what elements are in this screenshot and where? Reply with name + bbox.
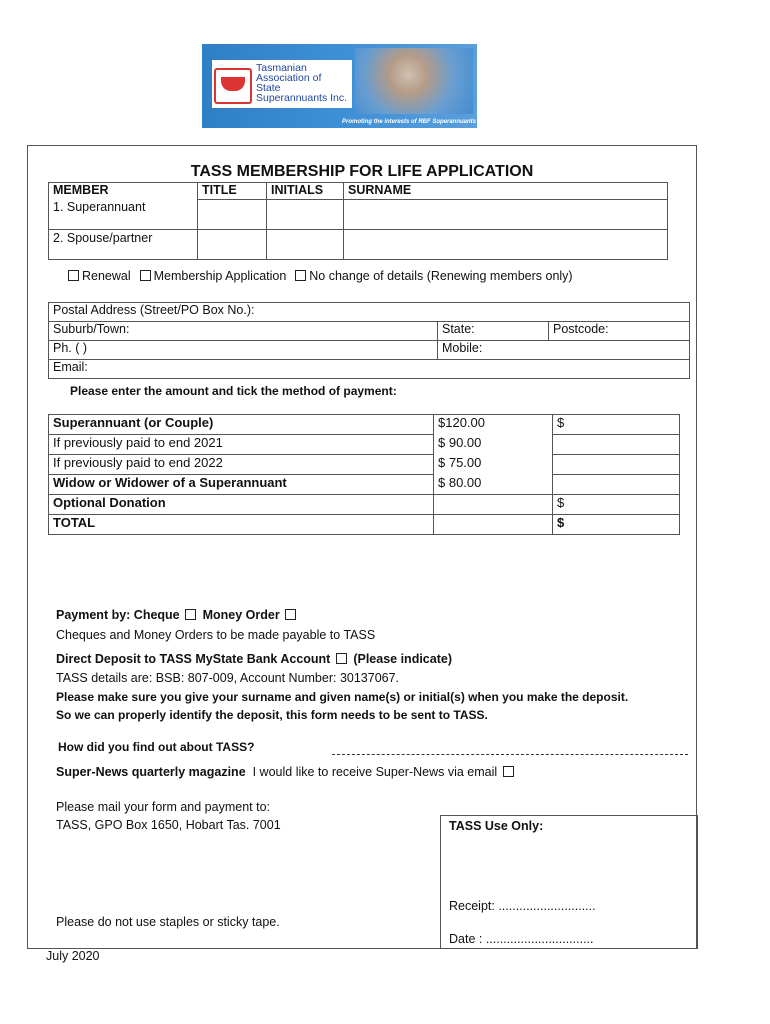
fees-table [48,414,680,535]
mail-instruction: Please mail your form and payment to: [56,800,270,814]
logo-tagline: Promoting the interests of RBF Superannuants [342,119,477,125]
mail-address: TASS, GPO Box 1650, Hobart Tas. 7001 [56,818,281,832]
bank-details: TASS details are: BSB: 807-009, Account Number: 30137067. [56,671,400,685]
payment-instruction: Please enter the amount and tick the method of payment: [70,384,397,398]
membership-application-checkbox[interactable] [140,270,151,281]
fee-label-2021: If previously paid to end 2021 [49,435,434,455]
deposit-note-2: So we can properly identify the deposit, this form needs to be sent to TASS. [56,708,488,722]
phone-field[interactable]: Ph. ( ) [49,341,438,360]
tass-use-only-box [440,815,698,949]
form-title: TASS MEMBERSHIP FOR LIFE APPLICATION [190,163,534,180]
logo-photo [355,48,473,114]
header-member: MEMBER [49,183,198,200]
mobile-field[interactable]: Mobile: [438,341,690,360]
spouse-title-field[interactable] [198,230,267,260]
fee-label-superannuant: Superannuant (or Couple) [49,415,434,435]
fee-amount-donation [434,495,553,515]
fee-amount-2022: $ 75.00 [434,455,553,475]
no-change-checkbox[interactable] [295,270,306,281]
postal-address-field[interactable]: Postal Address (Street/PO Box No.): [49,303,690,322]
tass-use-only-title: TASS Use Only: [449,819,544,833]
application-options [66,269,573,283]
cheque-checkbox[interactable] [185,609,196,620]
fee-amount-2021: $ 90.00 [434,435,553,455]
member-table [48,182,668,260]
header-title: TITLE [198,183,267,200]
direct-deposit-label: Direct Deposit to TASS MyState Bank Account [56,652,331,666]
postcode-field[interactable]: Postcode: [549,322,690,341]
direct-deposit-checkbox[interactable] [336,653,347,664]
supernews-label: Super-News quarterly magazine [56,765,246,779]
payment-by-cheque-label: Payment by: Cheque [56,608,180,622]
fee-label-widow: Widow or Widower of a Superannuant [49,475,434,495]
email-field[interactable]: Email: [49,360,690,379]
state-field[interactable]: State: [438,322,549,341]
payable-note: Cheques and Money Orders to be made payable to TASS [56,628,376,642]
no-change-label: No change of details (Renewing members only) [309,269,573,283]
fee-label-total: TOTAL [49,515,434,535]
please-indicate-label: (Please indicate) [353,652,452,666]
staples-note: Please do not use staples or sticky tape. [56,915,280,929]
fee-amount-superannuant: $120.00 [434,415,553,435]
logo-org-name: Tasmanian Association of State Superannuants Inc. [256,62,348,104]
fee-total-2022[interactable] [553,455,680,475]
renewal-checkbox[interactable] [68,270,79,281]
renewal-label: Renewal [82,269,131,283]
fee-total-total[interactable]: $ [553,515,680,535]
tass-logo-banner [202,44,477,128]
fee-total-superannuant[interactable]: $ [553,415,680,435]
tass-seal-icon [214,68,252,104]
fee-label-2022: If previously paid to end 2022 [49,455,434,475]
spouse-initials-field[interactable] [267,230,344,260]
date-field: Date : ............................... [449,932,594,946]
fee-amount-total [434,515,553,535]
address-table [48,302,690,379]
deposit-note-1: Please make sure you give your surname and given name(s) or initial(s) when you make the deposit. [56,690,629,704]
find-out-label: How did you find out about TASS? [58,740,255,754]
supernews-line [56,765,517,779]
suburb-field[interactable]: Suburb/Town: [49,322,438,341]
fee-amount-widow: $ 80.00 [434,475,553,495]
row-spouse: 2. Spouse/partner [49,230,198,260]
fee-total-donation[interactable]: $ [553,495,680,515]
header-initials: INITIALS [267,183,344,200]
direct-deposit-line [56,652,452,666]
supernews-checkbox[interactable] [503,766,514,777]
receipt-field: Receipt: ............................ [449,899,596,913]
money-order-checkbox[interactable] [285,609,296,620]
superannuant-title-field[interactable] [198,200,267,230]
superannuant-initials-field[interactable] [267,200,344,230]
superannuant-surname-field[interactable] [344,200,668,230]
header-surname: SURNAME [344,183,668,200]
payment-method-line [56,608,299,622]
spouse-surname-field[interactable] [344,230,668,260]
find-out-answer-line[interactable] [332,754,688,755]
membership-application-label: Membership Application [153,269,287,283]
supernews-text: I would like to receive Super-News via email [252,765,498,779]
fee-label-donation: Optional Donation [49,495,434,515]
row-superannuant: 1. Superannuant [49,200,198,230]
fee-total-2021[interactable] [553,435,680,455]
money-order-label: Money Order [202,608,280,622]
fee-total-widow[interactable] [553,475,680,495]
footer-date: July 2020 [46,949,100,963]
